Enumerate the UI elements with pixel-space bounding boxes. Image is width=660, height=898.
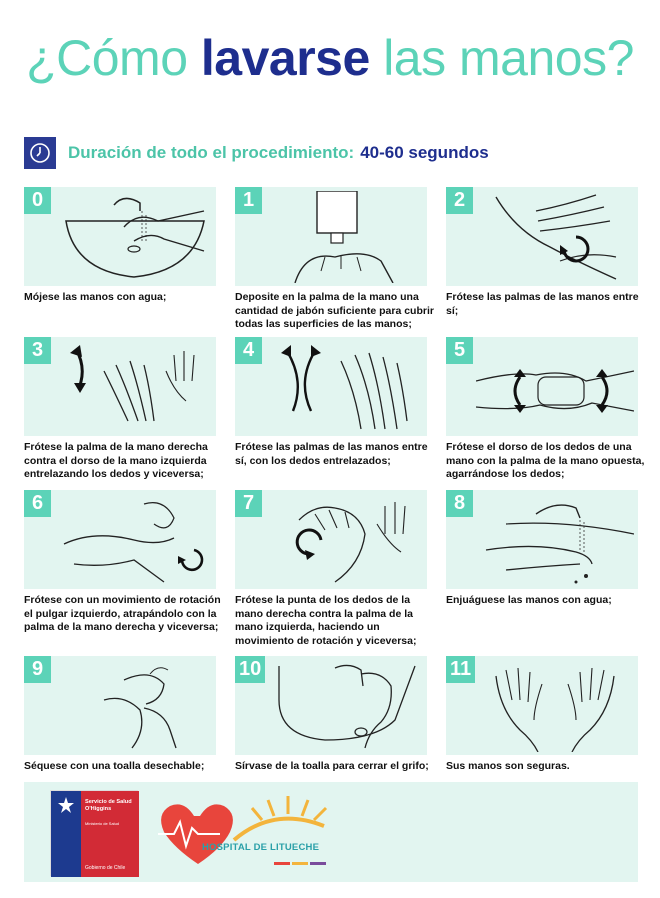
fingertips-icon (265, 494, 423, 586)
step-caption: Frótese con un movimiento de rotación el pulgar izquierdo, atrapándolo con la palma de la mano derecha y viceversa; (24, 594, 221, 633)
gov-logo-service: Servicio de Salud O'Higgins (85, 799, 132, 812)
step-number: 6 (24, 490, 51, 517)
interlaced-fingers-icon (265, 341, 423, 433)
step-number: 4 (235, 337, 262, 364)
gov-logo-blue-band (51, 791, 81, 877)
rub-palms-icon (476, 191, 634, 283)
step-caption: Sírvase de la toalla para cerrar el grifo; (235, 760, 429, 772)
step-panel (24, 656, 216, 755)
step-caption: Mójese las manos con agua; (24, 291, 167, 303)
step-caption: Séquese con una toalla desechable; (24, 760, 205, 772)
gov-logo-ministry: Ministerio de Salud (85, 821, 120, 826)
steps-grid (24, 187, 645, 777)
step-caption: Frótese la palma de la mano derecha contra el dorso de la mano izquierda entrelazando los dedos y viceversa; (24, 441, 208, 480)
step-number: 11 (446, 656, 475, 683)
clock-icon (24, 137, 56, 169)
step-caption: Frótese las palmas de las manos entre sí; (446, 291, 639, 317)
step-number: 1 (235, 187, 262, 214)
step-number: 2 (446, 187, 473, 214)
step-panel (235, 187, 427, 286)
step-caption: Frótese la punta de los dedos de la mano derecha contra la palma de la mano izquierda, haciendo un movimiento de rotación y viceversa; (235, 594, 417, 647)
step-caption: Frótese el dorso de los dedos de una mano con la palma de la mano opuesta, agarrándose los dedos; (446, 441, 645, 480)
close-tap-icon (265, 660, 423, 752)
title-part-1: ¿Cómo (26, 30, 201, 86)
step-panel (446, 337, 638, 436)
back-of-hand-icon (54, 341, 212, 433)
step-caption: Frótese las palmas de las manos entre sí, con los dedos entrelazados; (235, 441, 428, 467)
gov-logo-government: Gobierno de Chile (85, 865, 126, 871)
step-panel (24, 337, 216, 436)
duration-label: Duración de todo el procedimiento: (68, 143, 355, 162)
hospital-logo-icon (154, 786, 344, 876)
step-caption: Sus manos son seguras. (446, 760, 570, 772)
duration-row (24, 137, 636, 169)
clean-hands-icon (476, 660, 634, 752)
step-panel (235, 337, 427, 436)
step-panel (446, 187, 638, 286)
title-part-2: lavarse (200, 30, 370, 86)
step-number: 0 (24, 187, 51, 214)
step-number: 10 (235, 656, 265, 683)
step-caption: Enjuáguese las manos con agua; (446, 594, 612, 606)
step-number: 9 (24, 656, 51, 683)
footer (24, 782, 638, 882)
step-panel (24, 490, 216, 589)
title-part-3: las manos? (369, 30, 634, 86)
coat-of-arms-icon (51, 791, 81, 821)
dry-towel-icon (54, 660, 212, 752)
page-title (0, 28, 660, 88)
duration-value: 40-60 segundos (360, 143, 489, 162)
step-caption: Deposite en la palma de la mano una cantidad de jabón suficiente para cubrir todas las superficies de las manos; (235, 291, 434, 330)
step-panel (446, 490, 638, 589)
grip-fingers-icon (476, 341, 634, 433)
wet-hands-icon (54, 191, 212, 283)
step-number: 8 (446, 490, 473, 517)
gobierno-de-chile-logo (50, 790, 138, 876)
rinse-hands-icon (476, 494, 634, 586)
thumb-rotation-icon (54, 494, 212, 586)
soap-dispenser-icon (265, 191, 423, 283)
hospital-name: HOSPITAL DE LITUECHE (202, 842, 320, 853)
step-number: 7 (235, 490, 262, 517)
step-panel (24, 187, 216, 286)
step-number: 3 (24, 337, 51, 364)
step-number: 5 (446, 337, 473, 364)
step-panel (235, 490, 427, 589)
